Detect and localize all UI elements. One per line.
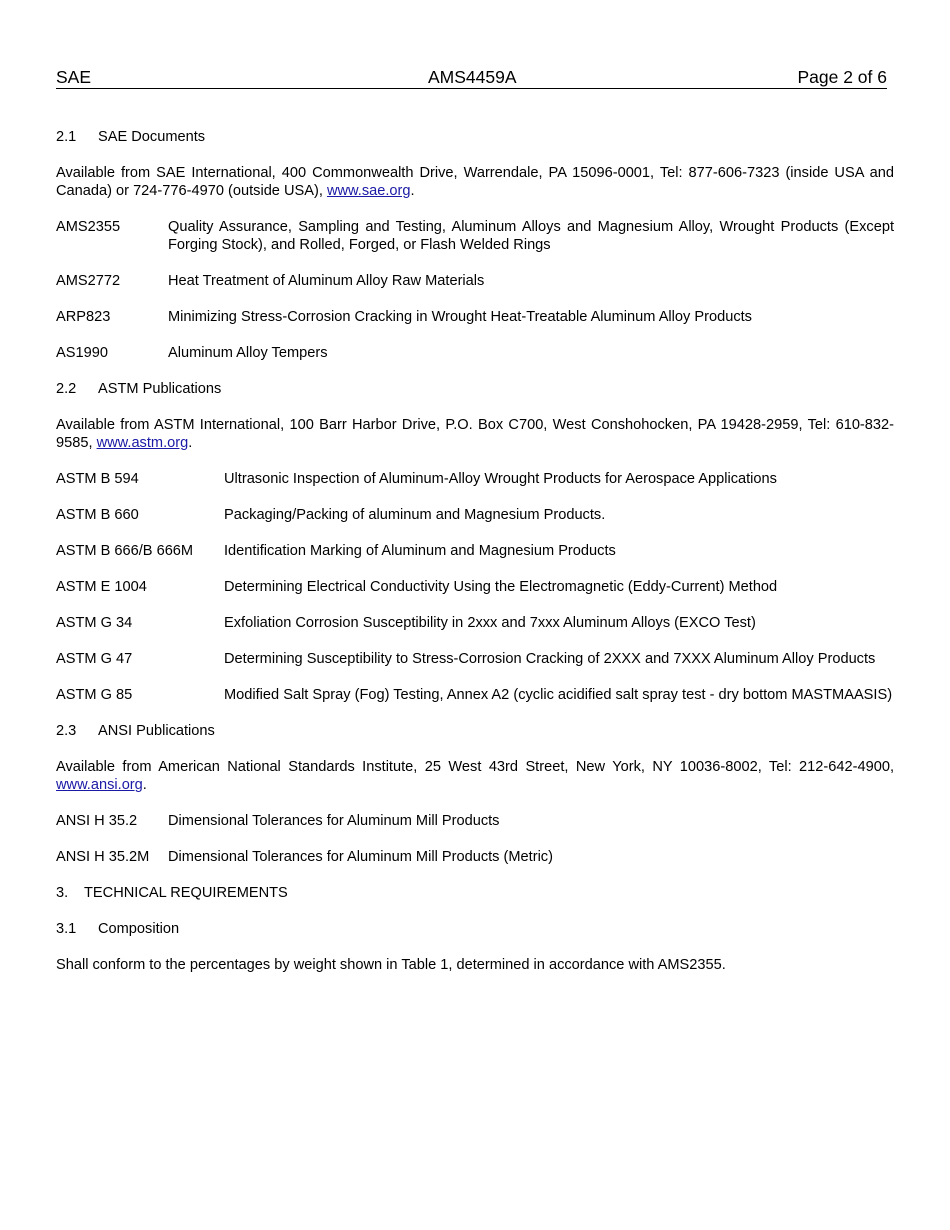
reference-title: Aluminum Alloy Tempers <box>168 345 328 361</box>
reference-item <box>56 218 894 254</box>
header-org: SAE <box>56 67 92 87</box>
reference-code: ASTM G 85 <box>56 687 133 703</box>
document-page <box>56 66 894 992</box>
reference-code: ANSI H 35.2 <box>56 813 138 829</box>
reference-title: Determining Susceptibility to Stress-Corrosion Cracking of 2XXX and 7XXX Aluminum Alloy Products <box>224 651 876 667</box>
page-header <box>56 66 887 89</box>
astm-website-link[interactable]: www.astm.org <box>96 435 189 451</box>
reference-code: ASTM B 666/B 666M <box>56 543 194 559</box>
section-number: 3. <box>56 885 69 901</box>
reference-item <box>56 506 894 524</box>
section-number: 2.1 <box>56 129 77 145</box>
availability-body: Available from SAE International, 400 Commonwealth Drive, Warrendale, PA 15096-0001, Tel: 877-606-7323 (inside USA and Canada) or 724-776-4970 (outside USA), <box>56 165 894 199</box>
reference-code: ASTM E 1004 <box>56 579 147 595</box>
section-number: 3.1 <box>56 921 77 937</box>
reference-code: AMS2355 <box>56 219 121 235</box>
section-heading-3 <box>56 884 894 902</box>
reference-code: ASTM B 660 <box>56 507 139 523</box>
section-heading-2-2 <box>56 380 894 398</box>
reference-code: AMS2772 <box>56 273 121 289</box>
reference-code: AS1990 <box>56 345 108 361</box>
reference-title: Dimensional Tolerances for Aluminum Mill Products (Metric) <box>168 849 553 865</box>
section-heading-2-3 <box>56 722 894 740</box>
reference-title: Heat Treatment of Aluminum Alloy Raw Materials <box>168 273 485 289</box>
reference-item <box>56 470 894 488</box>
reference-item <box>56 308 894 326</box>
reference-item <box>56 812 894 830</box>
sae-availability-text: Available from SAE International, 400 Commonwealth Drive, Warrendale, PA 15096-0001, Tel: 877-606-7323 (inside USA and Canada) or 724-776-4970 (outside USA), www.sae.org. <box>56 165 894 199</box>
reference-code: ASTM B 594 <box>56 471 139 487</box>
reference-code: ANSI H 35.2M <box>56 849 150 865</box>
reference-title: Dimensional Tolerances for Aluminum Mill Products <box>168 813 500 829</box>
section-heading-2-1 <box>56 128 894 146</box>
reference-title: Identification Marking of Aluminum and Magnesium Products <box>224 543 616 559</box>
ansi-availability-text: Available from American National Standards Institute, 25 West 43rd Street, New York, NY 10036-8002, Tel: 212-642-4900, www.ansi.org. <box>56 759 894 793</box>
section-title: Composition <box>98 921 180 937</box>
availability-body: Available from ASTM International, 100 Barr Harbor Drive, P.O. Box C700, West Conshohocken, PA 19428-2959, Tel: 610-832-9585, <box>56 417 894 451</box>
reference-code: ASTM G 34 <box>56 615 133 631</box>
document-body <box>56 128 894 974</box>
reference-title: Exfoliation Corrosion Susceptibility in 2xxx and 7xxx Aluminum Alloys (EXCO Test) <box>224 615 756 631</box>
astm-availability-text: Available from ASTM International, 100 Barr Harbor Drive, P.O. Box C700, West Conshohocken, PA 19428-2959, Tel: 610-832-9585, www.astm.org. <box>56 417 894 451</box>
reference-item <box>56 578 894 596</box>
section-number: 2.3 <box>56 723 77 739</box>
sae-website-link[interactable]: www.sae.org <box>326 183 411 199</box>
reference-item <box>56 848 894 866</box>
reference-item <box>56 650 894 668</box>
reference-item <box>56 686 894 704</box>
reference-item <box>56 542 894 560</box>
reference-item <box>56 272 894 290</box>
section-number: 2.2 <box>56 381 77 397</box>
reference-title: Modified Salt Spray (Fog) Testing, Annex A2 (cyclic acidified salt spray test - dry bottom MASTMAASIS) <box>224 687 893 703</box>
availability-body: Available from American National Standards Institute, 25 West 43rd Street, New York, NY 10036-8002, Tel: 212-642-4900, <box>56 759 894 775</box>
section-title: ANSI Publications <box>98 723 215 739</box>
header-page-number: Page 2 of 6 <box>797 67 887 87</box>
reference-title: Determining Electrical Conductivity Using the Electromagnetic (Eddy-Current) Method <box>224 579 778 595</box>
reference-code: ARP823 <box>56 309 111 325</box>
ansi-website-link[interactable]: www.ansi.org <box>56 777 143 793</box>
header-doc-number: AMS4459A <box>428 67 517 87</box>
section-title: ASTM Publications <box>98 381 222 397</box>
section-heading-3-1 <box>56 920 894 938</box>
reference-title: Quality Assurance, Sampling and Testing, Aluminum Alloys and Magnesium Alloy, Wrought Products (Except Forging Stock), and Rolled, Forged, or Flash Welded Rings <box>168 219 894 253</box>
composition-text: Shall conform to the percentages by weight shown in Table 1, determined in accordance with AMS2355. <box>56 957 726 973</box>
reference-code: ASTM G 47 <box>56 651 133 667</box>
reference-title: Minimizing Stress-Corrosion Cracking in Wrought Heat-Treatable Aluminum Alloy Products <box>168 309 752 325</box>
reference-title: Ultrasonic Inspection of Aluminum-Alloy Wrought Products for Aerospace Applications <box>224 471 777 487</box>
reference-title: Packaging/Packing of aluminum and Magnesium Products. <box>224 507 606 523</box>
reference-item <box>56 344 894 362</box>
section-title: SAE Documents <box>98 129 206 145</box>
section-title: TECHNICAL REQUIREMENTS <box>84 885 288 901</box>
reference-item <box>56 614 894 632</box>
